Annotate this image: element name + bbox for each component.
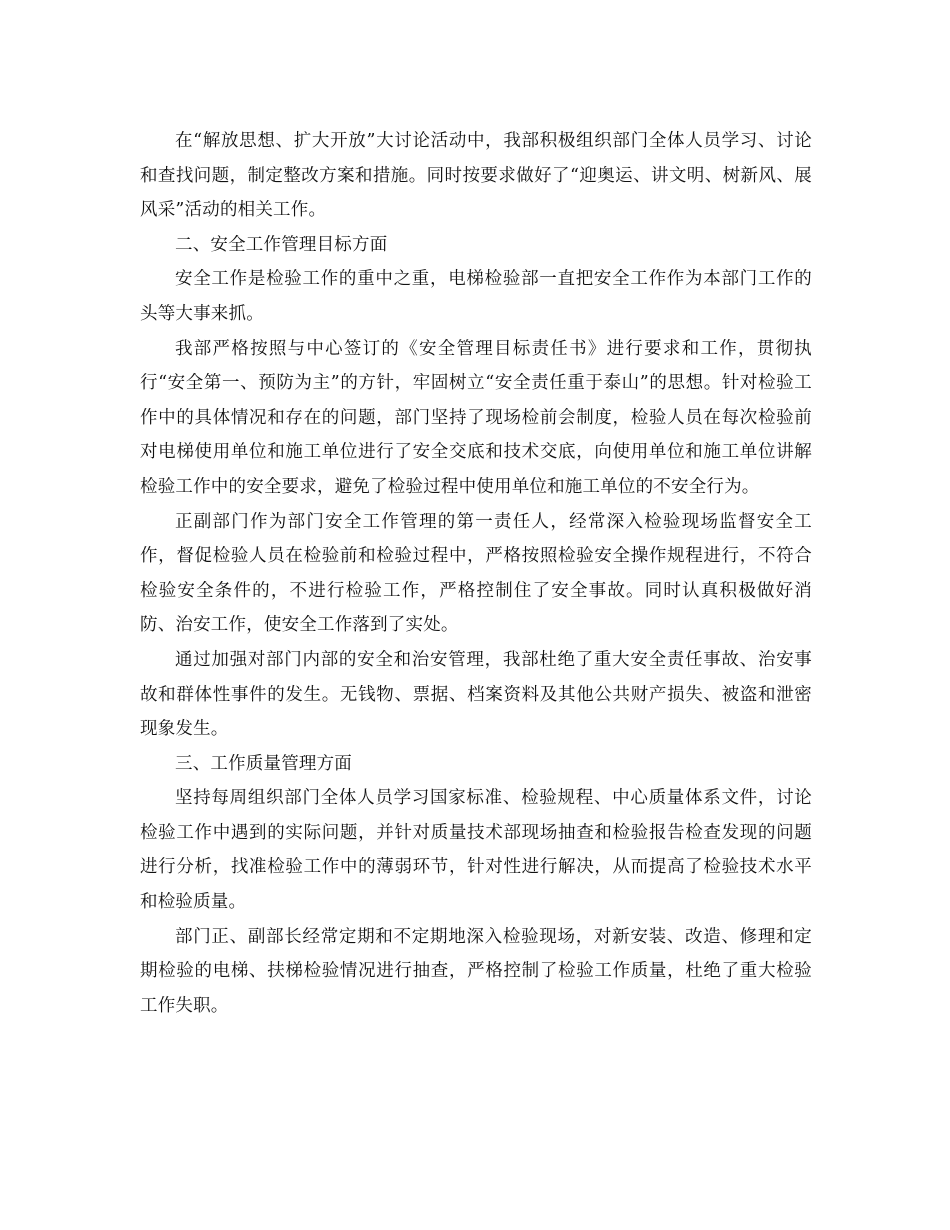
- section-heading-quality: 三、工作质量管理方面: [175, 753, 352, 774]
- paragraph-safety-priority: 安全工作是检验工作的重中之重，电梯检验部一直把安全工作作为本部门工作的头等大事来抓。: [140, 269, 812, 324]
- paragraph-quality-study: 坚持每周组织部门全体人员学习国家标准、检验规程、中心质量体系文件，讨论检验工作中遇到的实际问题，并针对质量技术部现场抽查和检验报告检查发现的问题进行分析，找准检验工作中的薄弱环节，针对性进行解决，从而提高了检验技术水平和检验质量。: [140, 788, 812, 913]
- paragraph-quality-inspection: 部门正、副部长经常定期和不定期地深入检验现场，对新安装、改造、修理和定期检验的电梯、扶梯检验情况进行抽查，严格控制了检验工作质量，杜绝了重大检验工作失职。: [140, 926, 812, 1016]
- document-body: [140, 124, 812, 1023]
- paragraph-discussion-activity: 在“解放思想、扩大开放”大讨论活动中，我部积极组织部门全体人员学习、讨论和查找问题，制定整改方案和措施。同时按要求做好了“迎奥运、讲文明、树新风、展风采”活动的相关工作。: [140, 131, 812, 221]
- paragraph-safety-responsibility: 我部严格按照与中心签订的《安全管理目标责任书》进行要求和工作，贯彻执行“安全第一、预防为主”的方针，牢固树立“安全责任重于泰山”的思想。针对检验工作中的具体情况和存在的问题，部门坚持了现场检前会制度，检验人员在每次检验前对电梯使用单位和施工单位进行了安全交底和技术交底，向使用单位和施工单位讲解检验工作中的安全要求，避免了检验过程中使用单位和施工单位的不安全行为。: [140, 338, 812, 497]
- paragraph-safety-results: 通过加强对部门内部的安全和治安管理，我部杜绝了重大安全责任事故、治安事故和群体性事件的发生。无钱物、票据、档案资料及其他公共财产损失、被盗和泄密现象发生。: [140, 649, 812, 740]
- paragraph-safety-supervision: 正副部门作为部门安全工作管理的第一责任人，经常深入检验现场监督安全工作，督促检验人员在检验前和检验过程中，严格按照检验安全操作规程进行，不符合检验安全条件的，不进行检验工作，严格控制住了安全事故。同时认真积极做好消防、治安工作，使安全工作落到了实处。: [140, 511, 812, 636]
- section-heading-safety: 二、安全工作管理目标方面: [175, 234, 388, 255]
